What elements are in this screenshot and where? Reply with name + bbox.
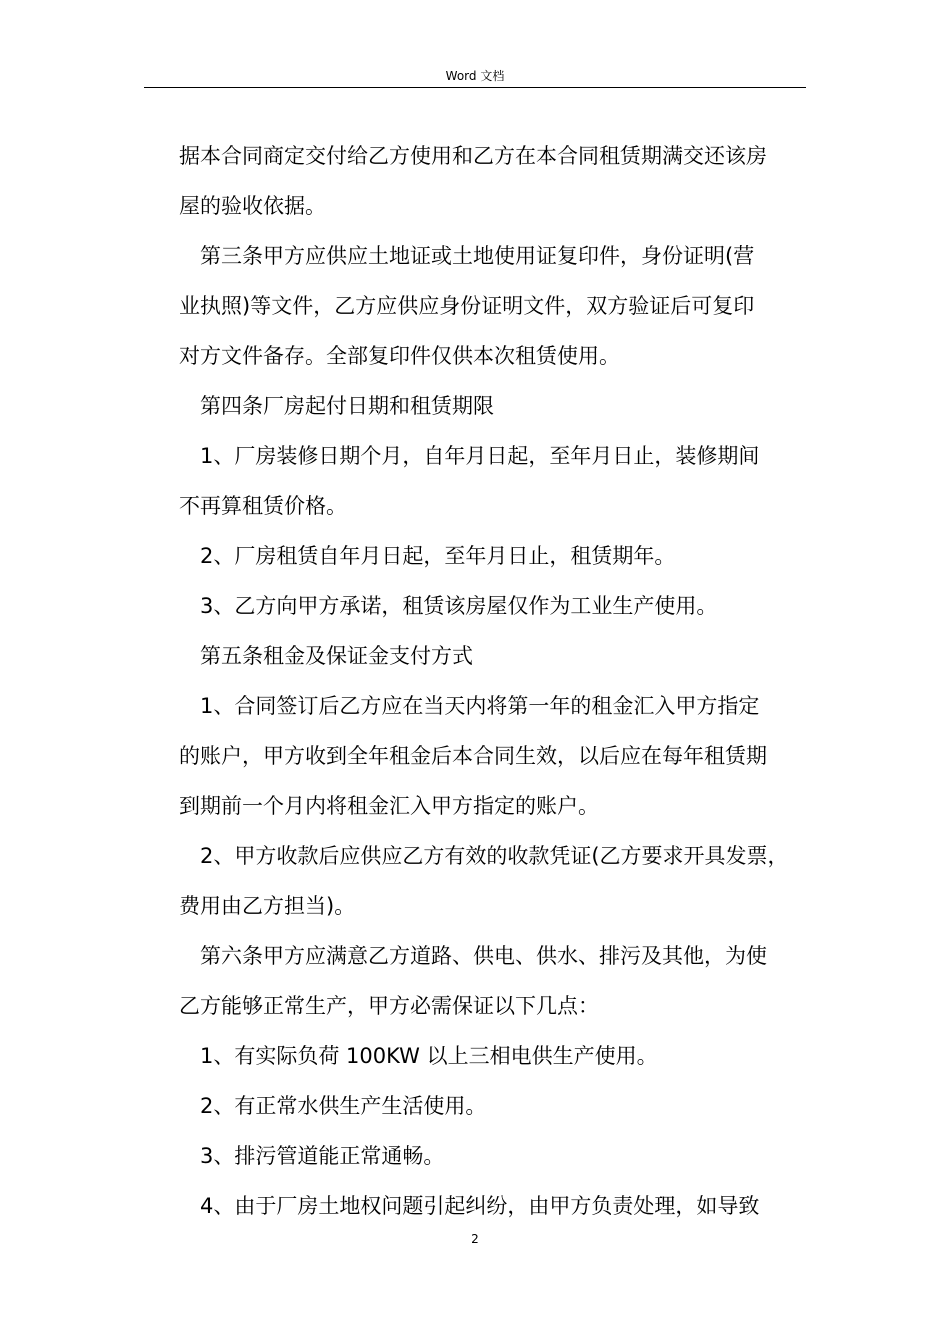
page-number: 2 — [471, 1232, 479, 1246]
list-item: 2、厂房租赁自年月日起，至年月日止，租赁期年。 — [200, 544, 676, 568]
article-3-paragraph: 第三条甲方应供应土地证或土地使用证复印件，身份证明(营 — [200, 244, 755, 268]
body-line: 费用由乙方担当)。 — [179, 894, 356, 918]
body-line: 屋的验收依据。 — [179, 194, 326, 218]
header-divider — [144, 87, 806, 88]
list-item: 3、排污管道能正常通畅。 — [200, 1144, 445, 1168]
list-item: 1、厂房装修日期个月，自年月日起，至年月日止，装修期间 — [200, 444, 760, 468]
list-item: 1、合同签订后乙方应在当天内将第一年的租金汇入甲方指定 — [200, 694, 760, 718]
body-line: 的账户，甲方收到全年租金后本合同生效，以后应在每年租赁期 — [179, 744, 767, 768]
body-line: 到期前一个月内将租金汇入甲方指定的账户。 — [179, 794, 599, 818]
list-item: 2、有正常水供生产生活使用。 — [200, 1094, 487, 1118]
list-item: 4、由于厂房土地权问题引起纠纷，由甲方负责处理，如导致 — [200, 1194, 760, 1218]
article-5-heading: 第五条租金及保证金支付方式 — [200, 644, 473, 668]
list-item: 1、有实际负荷 100KW 以上三相电供生产使用。 — [200, 1044, 658, 1068]
body-line: 乙方能够正常生产，甲方必需保证以下几点： — [179, 994, 599, 1018]
body-line: 不再算租赁价格。 — [179, 494, 347, 518]
list-item: 2、甲方收款后应供应乙方有效的收款凭证(乙方要求开具发票， — [200, 844, 789, 868]
body-line: 据本合同商定交付给乙方使用和乙方在本合同租赁期满交还该房 — [179, 144, 767, 168]
body-line: 业执照)等文件，乙方应供应身份证明文件，双方验证后可复印 — [179, 294, 755, 318]
list-item: 3、乙方向甲方承诺，租赁该房屋仅作为工业生产使用。 — [200, 594, 718, 618]
article-6-paragraph: 第六条甲方应满意乙方道路、供电、供水、排污及其他，为使 — [200, 944, 767, 968]
body-line: 对方文件备存。全部复印件仅供本次租赁使用。 — [179, 344, 620, 368]
document-body — [179, 131, 809, 1231]
page-header: Word 文档 — [445, 69, 505, 83]
article-4-heading: 第四条厂房起付日期和租赁期限 — [200, 394, 494, 418]
